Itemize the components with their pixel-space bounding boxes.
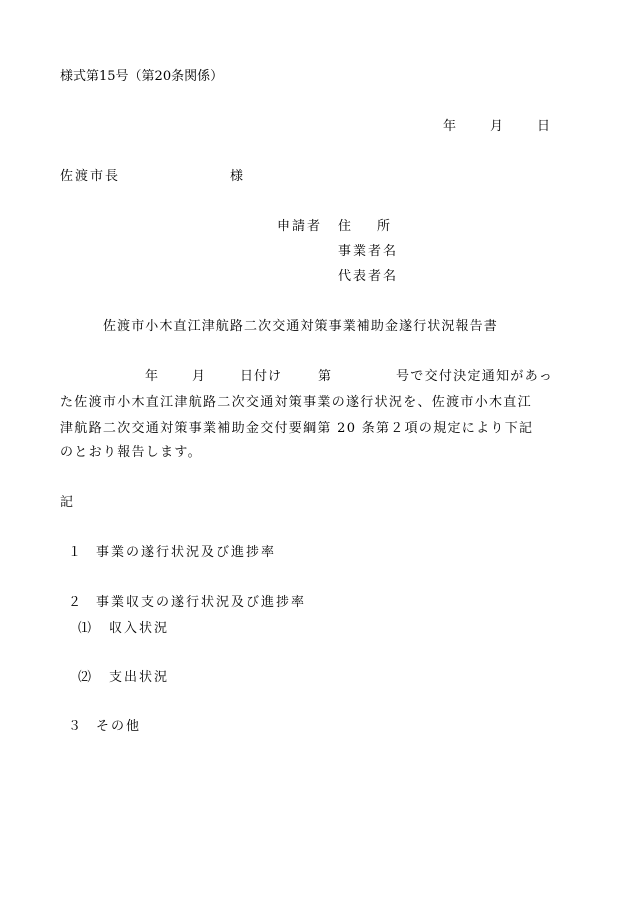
applicant-address-label: 住 所 [338, 219, 391, 234]
addressee-name: 佐渡市長 [60, 169, 121, 184]
date-month: 月 [490, 119, 504, 134]
body-line1-rest: 号で交付決定通知があっ [396, 369, 554, 384]
applicant-representative-label: 代表者名 [338, 269, 399, 284]
body-line1-month: 月 [192, 369, 206, 384]
item-1-label: 事業の遂行状況及び進捗率 [96, 545, 277, 560]
body-line1-year: 年 [145, 369, 159, 384]
body-line2: た佐渡市小木直江津航路二次交通対策事業の遂行状況を、佐渡市小木直江 [60, 395, 532, 410]
ki-heading: 記 [60, 495, 74, 510]
item-3-number: ３ [68, 719, 82, 734]
item-2-2-label: 支出状況 [109, 670, 170, 685]
item-1-number: １ [68, 545, 82, 560]
body-line1-dai: 第 [318, 369, 332, 384]
body-line4: のとおり報告します。 [60, 445, 202, 460]
date-year: 年 [443, 119, 457, 134]
body-line3: 津航路二次交通対策事業補助金交付要綱第 20 条第２項の規定により下記 [60, 421, 534, 436]
form-number: 様式第15号（第20条関係） [60, 69, 224, 84]
addressee-honorific: 様 [230, 169, 244, 184]
date-day: 日 [537, 119, 551, 134]
item-2-label: 事業収支の遂行状況及び進捗率 [96, 595, 307, 610]
applicant-business-name-label: 事業者名 [338, 244, 399, 259]
item-2-1-number: ⑴ [78, 621, 92, 636]
item-2-2-number: ⑵ [78, 670, 92, 685]
applicant-label: 申請者 [277, 219, 323, 234]
item-3-label: その他 [96, 719, 142, 734]
item-2-1-label: 収入状況 [109, 621, 170, 636]
item-2-number: ２ [68, 595, 82, 610]
body-line1-day-dated: 日付け [240, 369, 283, 384]
document-title: 佐渡市小木直江津航路二次交通対策事業補助金遂行状況報告書 [103, 319, 498, 334]
